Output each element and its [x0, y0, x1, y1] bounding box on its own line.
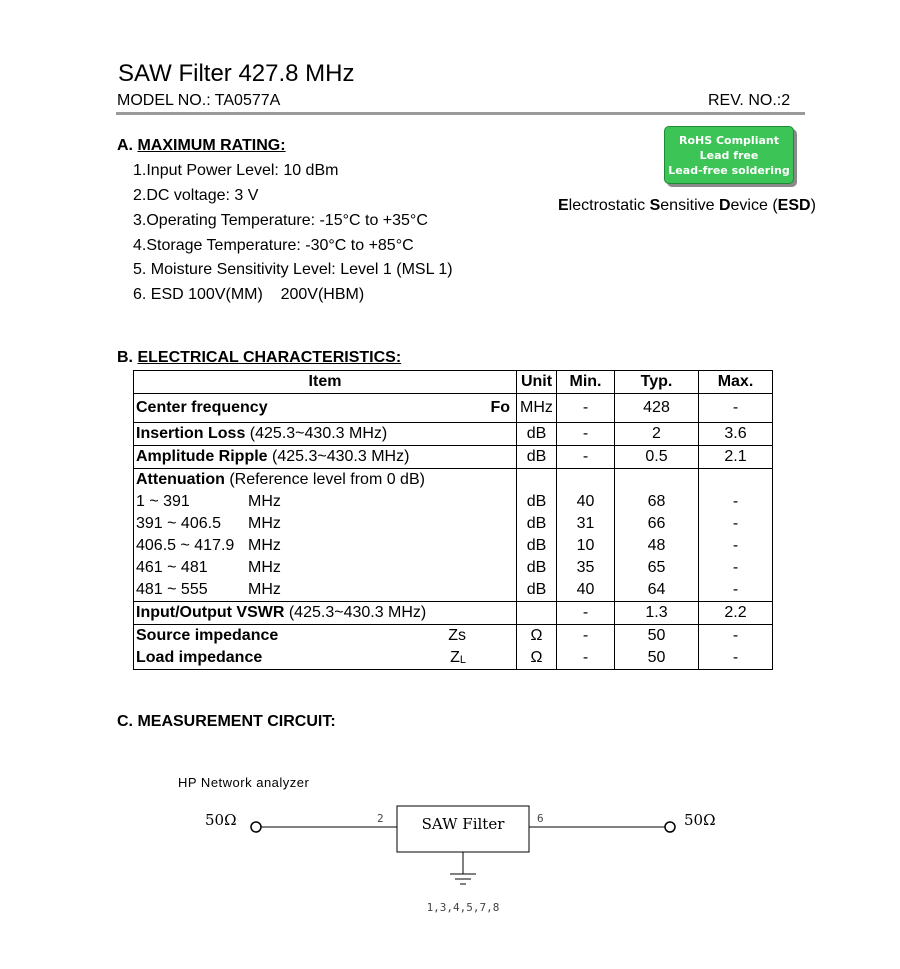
revision-number: REV. NO.:2 [708, 92, 791, 109]
row-note: (Reference level from 0 dB) [224, 471, 425, 488]
cell-min: 40 [557, 579, 615, 602]
esd-text: ensitive [660, 197, 719, 214]
saw-filter-label: SAW Filter [421, 815, 505, 833]
cell-max: - [699, 579, 773, 602]
section-b-title: ELECTRICAL CHARACTERISTICS: [137, 349, 402, 366]
esd-letter: S [649, 197, 661, 214]
cell-typ: 50 [615, 625, 699, 648]
section-a-prefix: A. [117, 137, 138, 154]
cell-unit: dB [517, 557, 557, 579]
cell-unit: dB [517, 423, 557, 446]
cell-min: - [557, 602, 615, 625]
analyzer-label: HP Network analyzer [178, 775, 310, 790]
right-impedance-label: 50Ω [684, 811, 716, 829]
cell-typ: 50 [615, 647, 699, 670]
rohs-line: Lead free [699, 149, 759, 162]
header-item: Item [134, 371, 517, 394]
cell-min: - [557, 625, 615, 648]
cell-typ: 2 [615, 423, 699, 446]
cell-max: 3.6 [699, 423, 773, 446]
row-label: Input/Output VSWR [136, 604, 285, 621]
cell-max: 2.2 [699, 602, 773, 625]
cell-unit: dB [517, 579, 557, 602]
cell-max: - [699, 513, 773, 535]
cell-typ: 65 [615, 557, 699, 579]
cell-max: - [699, 394, 773, 423]
header-max: Max. [699, 371, 773, 394]
rating-item: 1.Input Power Level: 10 dBm [133, 162, 339, 179]
cell-typ: 0.5 [615, 446, 699, 469]
cell-typ: 1.3 [615, 602, 699, 625]
row-label: Amplitude Ripple [136, 448, 268, 465]
esd-letter: D [718, 197, 731, 214]
range-unit: MHz [248, 581, 281, 598]
cell-unit: MHz [517, 394, 557, 423]
cell-unit: dB [517, 446, 557, 469]
ground-pins-label: 1,3,4,5,7,8 [426, 901, 500, 914]
header-typ: Typ. [615, 371, 699, 394]
model-number: MODEL NO.: TA0577A [117, 92, 281, 109]
rating-item: 4.Storage Temperature: -30°C to +85°C [133, 237, 414, 254]
rohs-line: RoHS Compliant [678, 134, 779, 147]
cell-min: 31 [557, 513, 615, 535]
range-text: 481 ~ 555 [136, 581, 208, 598]
range-unit: MHz [248, 515, 281, 532]
section-a-title: MAXIMUM RATING: [137, 137, 286, 154]
cell-max: - [699, 491, 773, 513]
esd-text: lectrostatic [568, 197, 650, 214]
row-symbol: Fo [490, 399, 510, 416]
cell-typ: 428 [615, 394, 699, 423]
row-symbol: Zs [448, 627, 466, 644]
cell-min: - [557, 446, 615, 469]
cell-max: - [699, 557, 773, 579]
cell-min: 10 [557, 535, 615, 557]
page-title: SAW Filter 427.8 MHz [118, 60, 355, 87]
row-label: Insertion Loss [136, 425, 246, 442]
cell-unit: Ω [517, 625, 557, 648]
rating-item: 6. ESD 100V(MM) 200V(HBM) [133, 286, 365, 303]
row-note: (425.3~430.3 MHz) [284, 604, 427, 621]
cell-unit: dB [517, 535, 557, 557]
esd-letter: E [558, 197, 569, 214]
cell-max: - [699, 535, 773, 557]
cell-unit: dB [517, 491, 557, 513]
range-text: 1 ~ 391 [136, 493, 190, 510]
left-port-terminal [251, 822, 261, 832]
cell-min: 40 [557, 491, 615, 513]
cell-max: 2.1 [699, 446, 773, 469]
rating-item: 5. Moisture Sensitivity Level: Level 1 (MSL 1) [133, 261, 453, 278]
range-unit: MHz [248, 537, 281, 554]
cell-max: - [699, 625, 773, 648]
cell-typ: 48 [615, 535, 699, 557]
range-text: 391 ~ 406.5 [136, 515, 221, 532]
row-label: Attenuation [136, 471, 225, 488]
symbol-subscript: L [459, 654, 466, 666]
cell-unit: Ω [517, 647, 557, 670]
rohs-line: Lead-free soldering [668, 164, 790, 177]
header-unit: Unit [517, 371, 557, 394]
row-note: (425.3~430.3 MHz) [267, 448, 410, 465]
range-unit: MHz [248, 559, 281, 576]
row-label: Source impedance [136, 627, 279, 644]
output-pin-label: 6 [537, 812, 544, 825]
cell-min: - [557, 394, 615, 423]
cell-min: 35 [557, 557, 615, 579]
esd-abbr: ESD [777, 197, 811, 214]
cell-typ: 64 [615, 579, 699, 602]
esd-text: evice ( [730, 197, 778, 214]
cell-typ: 68 [615, 491, 699, 513]
range-unit: MHz [248, 493, 281, 510]
left-impedance-label: 50Ω [205, 811, 237, 829]
cell-min: - [557, 423, 615, 446]
input-pin-label: 2 [377, 812, 384, 825]
section-c-heading: C. MEASUREMENT CIRCUIT: [117, 713, 336, 730]
section-b-prefix: B. [117, 349, 138, 366]
cell-typ: 66 [615, 513, 699, 535]
rating-item: 3.Operating Temperature: -15°C to +35°C [133, 212, 428, 229]
range-text: 406.5 ~ 417.9 [136, 537, 235, 554]
symbol-main: Z [450, 649, 460, 666]
right-port-terminal [665, 822, 675, 832]
cell-max: - [699, 647, 773, 670]
range-text: 461 ~ 481 [136, 559, 208, 576]
row-label: Center frequency [136, 399, 268, 416]
cell-unit: dB [517, 513, 557, 535]
esd-text: ) [810, 197, 816, 214]
rating-item: 2.DC voltage: 3 V [133, 187, 259, 204]
row-note: (425.3~430.3 MHz) [245, 425, 388, 442]
row-label: Load impedance [136, 649, 263, 666]
cell-min: - [557, 647, 615, 670]
header-min: Min. [557, 371, 615, 394]
